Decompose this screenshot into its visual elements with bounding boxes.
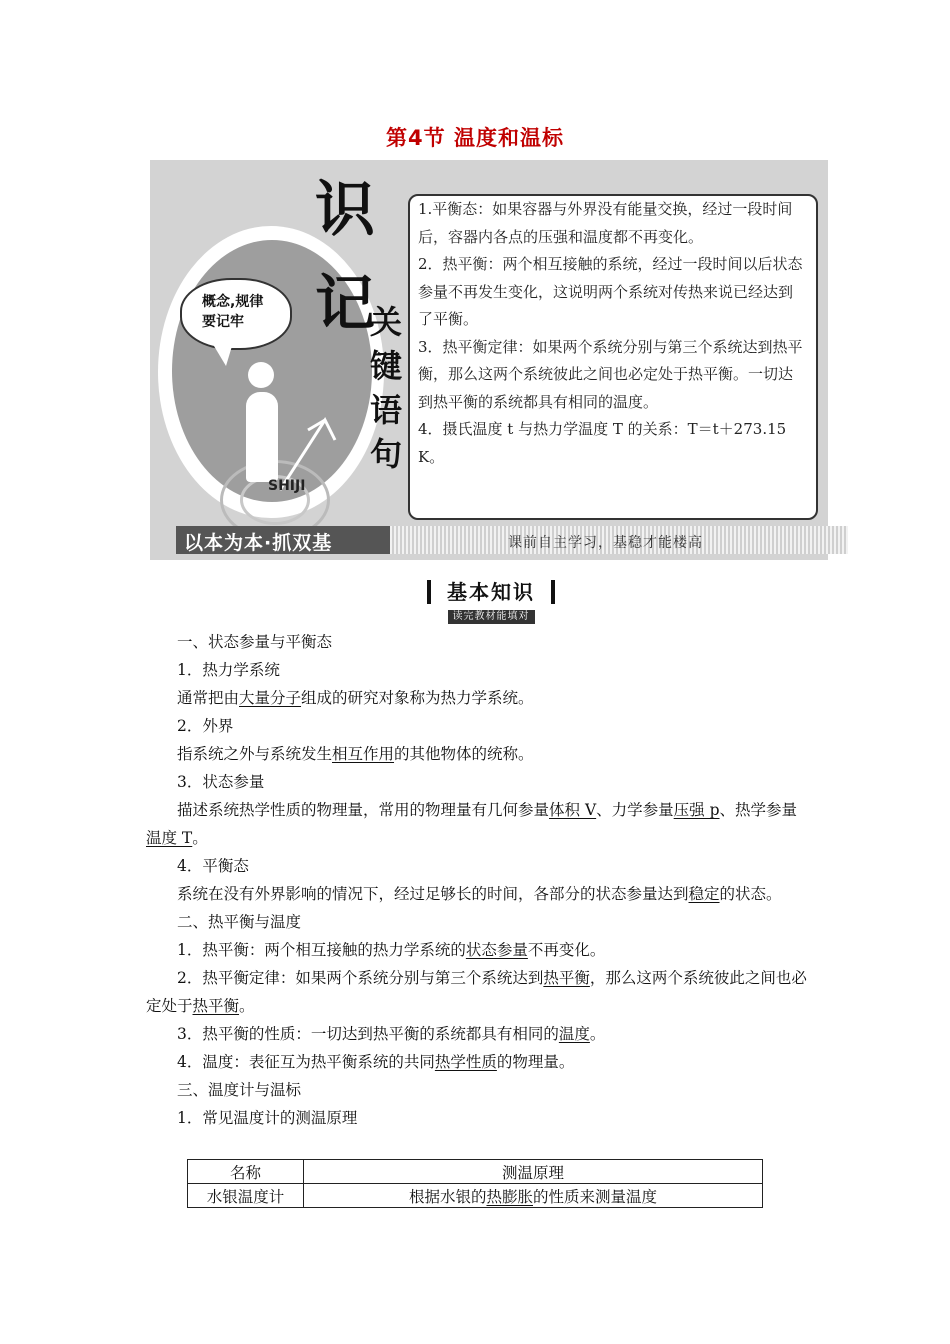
strip-left-label: 以本为本·抓双基 (184, 532, 333, 554)
table-header-cell: 名称 (188, 1160, 304, 1184)
bubble-line-2: 要记牢 (202, 314, 244, 330)
thermometer-table (187, 1159, 763, 1208)
key-point-2: 2．热平衡：两个相互接触的系统，经过一段时间以后状态参量不再发生变化，这说明两个系统对传热来说已经达到了平衡。 (418, 255, 803, 328)
answer-blank: 状态参量 (465, 941, 528, 959)
answer-blank: 相互作用 (332, 745, 395, 763)
vertical-char: 语 (369, 391, 402, 429)
paragraph: 3．热平衡的性质：一切达到热平衡的系统都具有相同的温度。 (177, 1025, 606, 1043)
answer-blank: 稳定 (688, 885, 720, 903)
page-title: 第4节 温度和温标 (386, 126, 564, 150)
subheading: 1．常见温度计的测温原理 (177, 1109, 358, 1127)
heading-3: 三、温度计与温标 (177, 1081, 302, 1099)
paragraph: 描述系统热学性质的物理量，常用的物理量有几何参量体积 V、力学参量压强 p、热学参量温度 T。 (146, 801, 798, 847)
subheading: 1．热力学系统 (177, 661, 280, 679)
paragraph: 1．热平衡：两个相互接触的热力学系统的状态参量不再变化。 (177, 941, 606, 959)
paragraph: 4．温度：表征互为热平衡系统的共同热学性质的物理量。 (177, 1053, 575, 1071)
big-char-shi: 识 (315, 175, 375, 245)
paragraph: 通常把由大量分子组成的研究对象称为热力学系统。 (177, 689, 534, 707)
table-header-row (188, 1160, 763, 1184)
answer-blank: 大量分子 (239, 689, 302, 707)
speech-bubble (180, 278, 292, 350)
answer-blank: 热平衡 (192, 997, 240, 1015)
table-cell: 水银温度计 (188, 1184, 304, 1208)
main-content (146, 628, 810, 1132)
subheading: 3．状态参量 (177, 773, 265, 791)
heading-1: 一、状态参量与平衡态 (177, 633, 333, 651)
answer-blank: 温度 (558, 1025, 590, 1043)
paragraph: 2．热平衡定律：如果两个系统分别与第三个系统达到热平衡，那么这两个系统彼此之间也必定处于热平衡。 (146, 969, 807, 1015)
badge-sub: 读完教材能填对 (448, 610, 535, 624)
badge-main: 基本知识 (427, 580, 555, 604)
answer-blank: 温度 T (146, 829, 193, 847)
vertical-char: 关 (369, 303, 402, 341)
subheading: 2．外界 (177, 717, 234, 735)
answer-blank: 热学性质 (434, 1053, 497, 1071)
heading-2: 二、热平衡与温度 (177, 913, 302, 931)
person-head-icon (248, 362, 274, 388)
big-char-ji: 记 (315, 269, 375, 339)
vertical-char: 键 (369, 347, 402, 385)
strip-right-label: 课前自主学习，基稳才能楼高 (508, 535, 703, 551)
key-point-3: 3．热平衡定律：如果两个系统分别与第三个系统达到热平衡，那么这两个系统彼此之间也必定处于热平衡。一切达到热平衡的系统都具有相同的温度。 (418, 337, 803, 411)
vertical-char: 句 (369, 435, 402, 473)
subheading: 4．平衡态 (177, 857, 249, 875)
vertical-label (362, 300, 410, 476)
answer-blank: 热膨胀 (486, 1187, 533, 1206)
answer-blank: 热平衡 (543, 969, 590, 987)
key-sentences-banner (150, 160, 828, 560)
table-cell: 根据水银的热膨胀的性质来测量温度 (304, 1184, 763, 1208)
key-point-4: 4．摄氏温度 t 与热力学温度 T 的关系：T＝t＋273.15 K。 (418, 420, 787, 466)
table-header-cell: 测温原理 (304, 1160, 763, 1184)
key-point-1: 1.平衡态：如果容器与外界没有能量交换，经过一段时间后，容器内各点的压强和温度都不再变化。 (418, 200, 793, 246)
shiji-logo: SHIJI (268, 478, 306, 494)
paragraph: 系统在没有外界影响的情况下，经过足够长的时间，各部分的状态参量达到稳定的状态。 (177, 885, 782, 903)
section-badge (427, 580, 555, 620)
key-points-box (408, 194, 818, 520)
paragraph: 指系统之外与系统发生相互作用的其他物体的统称。 (177, 745, 534, 763)
person-body-icon (246, 392, 278, 482)
speech-bubble-tail (214, 346, 232, 366)
answer-blank: 体积 V (549, 801, 597, 819)
table-row (188, 1184, 763, 1208)
answer-blank: 压强 p (673, 801, 720, 819)
bubble-line-1: 概念,规律 (202, 294, 264, 310)
